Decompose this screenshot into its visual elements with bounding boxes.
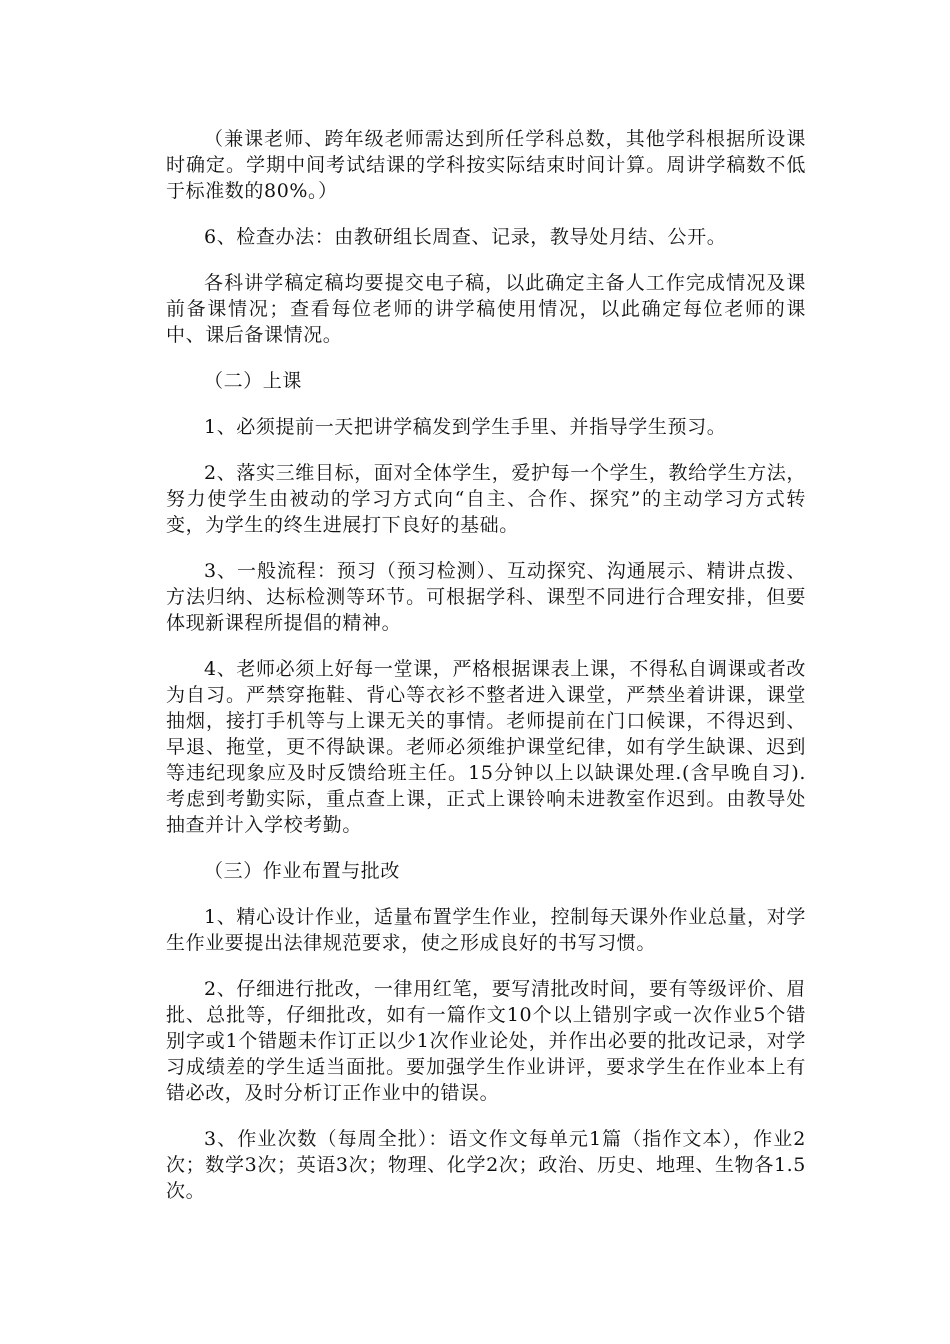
paragraph-class-item-3: 3、一般流程：预习（预习检测）、互动探究、沟通展示、精讲点拨、方法归纳、达标检测等环节。可根据学科、课型不同进行合理安排，但要体现新课程所提倡的精神。 bbox=[166, 560, 806, 634]
paragraph-class-item-2: 2、落实三维目标，面对全体学生，爱护每一个学生，教给学生方法，努力使学生由被动的学习方式向“自主、合作、探究”的主动学习方式转变，为学生的终生进展打下良好的基础。 bbox=[166, 462, 806, 536]
paragraph-note-teaching-plan-count: （兼课老师、跨年级老师需达到所任学科总数，其他学科根据所设课时确定。学期中间考试结课的学科按实际结束时间计算。周讲学稿数不低于标准数的80%。） bbox=[166, 128, 806, 202]
paragraph-homework-item-2: 2、仔细进行批改，一律用红笔，要写清批改时间，要有等级评价、眉批、总批等，仔细批改，如有一篇作文10个以上错别字或一次作业5个错别字或1个错题未作订正以少1次作业论处，并作出必要的批改记录，对学习成绩差的学生适当面批。要加强学生作业讲评，要求学生在作业本上有错必改，及时分析订正作业中的错误。 bbox=[166, 978, 806, 1104]
paragraph-class-item-1: 1、必须提前一天把讲学稿发到学生手里、并指导学生预习。 bbox=[204, 416, 727, 438]
paragraph-electronic-drafts: 各科讲学稿定稿均要提交电子稿，以此确定主备人工作完成情况及课前备课情况；查看每位老师的讲学稿使用情况，以此确定每位老师的课中、课后备课情况。 bbox=[166, 272, 806, 346]
paragraph-class-item-4: 4、老师必须上好每一堂课，严格根据课表上课，不得私自调课或者改为自习。严禁穿拖鞋、背心等衣衫不整者进入课堂，严禁坐着讲课，课堂抽烟，接打手机等与上课无关的事情。老师提前在门口候课，不得迟到、早退、拖堂，更不得缺课。老师必须维护课堂纪律，如有学生缺课、迟到等违纪现象应及时反馈给班主任。15分钟以上以缺课处理.(含早晚自习). 考虑到考勤实际，重点查上课，正式上课铃响未进教室作迟到。由教导处抽查并计入学校考勤。 bbox=[166, 658, 806, 836]
paragraph-homework-item-3: 3、作业次数（每周全批）：语文作文每单元1篇（指作文本），作业2次；数学3次；英语3次；物理、化学2次；政治、历史、地理、生物各1.5次。 bbox=[166, 1128, 806, 1202]
section-heading-classes: （二）上课 bbox=[204, 370, 303, 392]
section-heading-homework: （三）作业布置与批改 bbox=[204, 860, 401, 882]
paragraph-inspection-method: 6、检查办法：由教研组长周查、记录，教导处月结、公开。 bbox=[204, 226, 727, 248]
paragraph-homework-item-1: 1、精心设计作业，适量布置学生作业，控制每天课外作业总量，对学生作业要提出法律规范要求，使之形成良好的书写习惯。 bbox=[166, 906, 806, 954]
document-body bbox=[166, 126, 806, 1224]
